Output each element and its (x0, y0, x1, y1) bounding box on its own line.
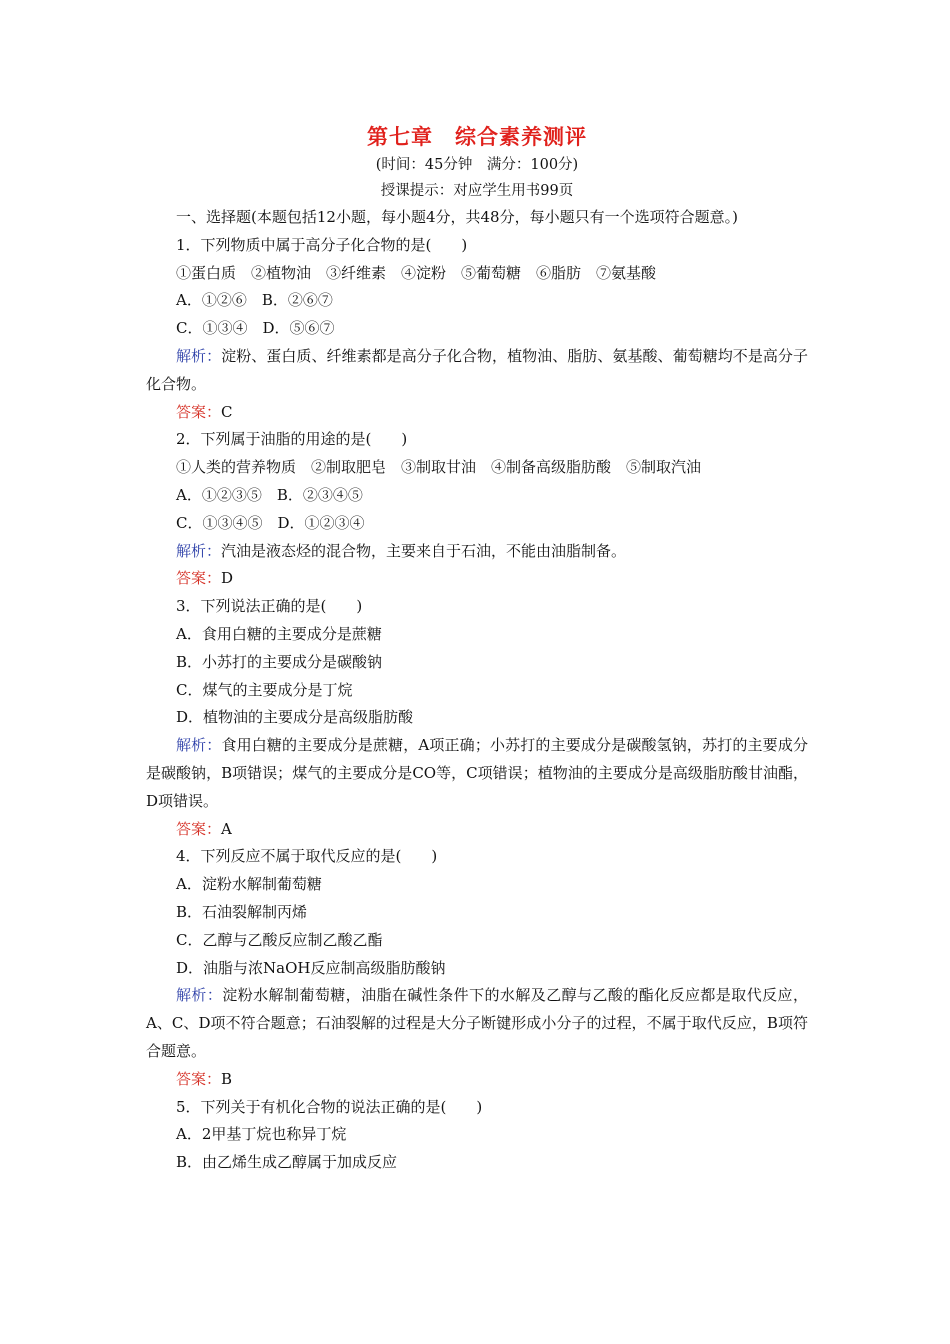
q3-option-a: A．食用白糖的主要成分是蔗糖 (176, 624, 382, 643)
q3-analysis-text: 食用白糖的主要成分是蔗糖，A项正确；小苏打的主要成分是碳酸氢钠，苏打的主要成分是碳酸钠，B项错误；煤气的主要成分是CO等，C项错误；植物油的主要成分是高级脂肪酸甘油酯，D项错误。 (146, 736, 808, 810)
section-heading: 一、选择题(本题包括12小题，每小题4分，共48分，每小题只有一个选项符合题意。) (176, 208, 738, 226)
q1-options-ab: A．①②⑥ B．②⑥⑦ (176, 291, 333, 310)
analysis-label: 解析： (176, 736, 222, 755)
analysis-label: 解析： (176, 541, 222, 560)
q3-stem: 3．下列说法正确的是( ) (176, 597, 363, 616)
q3-answer (146, 816, 808, 844)
teaching-hint: 授课提示：对应学生用书99页 (380, 183, 574, 199)
analysis-label: 解析： (176, 986, 223, 1005)
q4-option-d: D．油脂与浓NaOH反应制高级脂肪酸钠 (176, 958, 446, 977)
q3-analysis (146, 732, 808, 815)
q1-analysis-text: 淀粉、蛋白质、纤维素都是高分子化合物，植物油、脂肪、氨基酸、葡萄糖均不是高分子化合物。 (146, 346, 808, 393)
q1-answer (146, 399, 808, 427)
document-page (146, 122, 808, 1177)
answer-label: 答案： (176, 819, 222, 838)
q2-answer-value: D (221, 569, 234, 588)
q5-option-b: B．由乙烯生成乙醇属于加成反应 (176, 1153, 398, 1172)
q4-option-a: A．淀粉水解制葡萄糖 (176, 875, 322, 894)
q2-analysis (146, 538, 808, 566)
q2-options-cd: C．①③④⑤ D．①②③④ (176, 513, 365, 532)
q2-options-ab: A．①②③⑤ B．②③④⑤ (176, 485, 363, 504)
q4-stem: 4．下列反应不属于取代反应的是( ) (176, 847, 438, 866)
q4-option-b: B．石油裂解制丙烯 (176, 902, 308, 921)
q3-option-b: B．小苏打的主要成分是碳酸钠 (176, 652, 383, 671)
q2-analysis-text: 汽油是液态烃的混合物，主要来自于石油，不能由油脂制备。 (221, 541, 627, 560)
q1-options-cd: C．①③④ D．⑤⑥⑦ (176, 319, 335, 338)
q4-option-c: C．乙醇与乙酸反应制乙酸乙酯 (176, 930, 383, 949)
q3-option-c: C．煤气的主要成分是丁烷 (176, 680, 353, 699)
q5-stem: 5．下列关于有机化合物的说法正确的是( ) (176, 1097, 483, 1116)
answer-label: 答案： (176, 1069, 222, 1088)
page-title: 第七章 综合素养测评 (367, 124, 587, 149)
answer-label: 答案： (176, 569, 222, 588)
q4-analysis-text: 淀粉水解制葡萄糖，油脂在碱性条件下的水解及乙醇与乙酸的酯化反应都是取代反应，A、C、D项不符合题意；石油裂解的过程是大分子断键形成小分子的过程，不属于取代反应，B项符合题意。 (146, 986, 808, 1060)
q2-items: ①人类的营养物质 ②制取肥皂 ③制取甘油 ④制备高级脂肪酸 ⑤制取汽油 (176, 458, 702, 477)
q2-answer (146, 565, 808, 593)
q4-analysis (146, 982, 808, 1065)
q5-option-a: A．2甲基丁烷也称异丁烷 (176, 1125, 347, 1144)
q4-answer-value: B (221, 1069, 233, 1088)
q1-answer-value: C (221, 402, 233, 421)
time-info: (时间：45分钟 满分：100分) (375, 157, 579, 173)
q2-stem: 2．下列属于油脂的用途的是( ) (176, 430, 408, 449)
q1-items: ①蛋白质 ②植物油 ③纤维素 ④淀粉 ⑤葡萄糖 ⑥脂肪 ⑦氨基酸 (176, 263, 657, 282)
answer-label: 答案： (176, 402, 222, 421)
analysis-label: 解析： (176, 346, 222, 365)
q1-analysis (146, 343, 808, 399)
q1-stem: 1．下列物质中属于高分子化合物的是( ) (176, 235, 468, 254)
q4-answer (146, 1066, 808, 1094)
q3-option-d: D．植物油的主要成分是高级脂肪酸 (176, 708, 414, 727)
q3-answer-value: A (221, 819, 232, 838)
